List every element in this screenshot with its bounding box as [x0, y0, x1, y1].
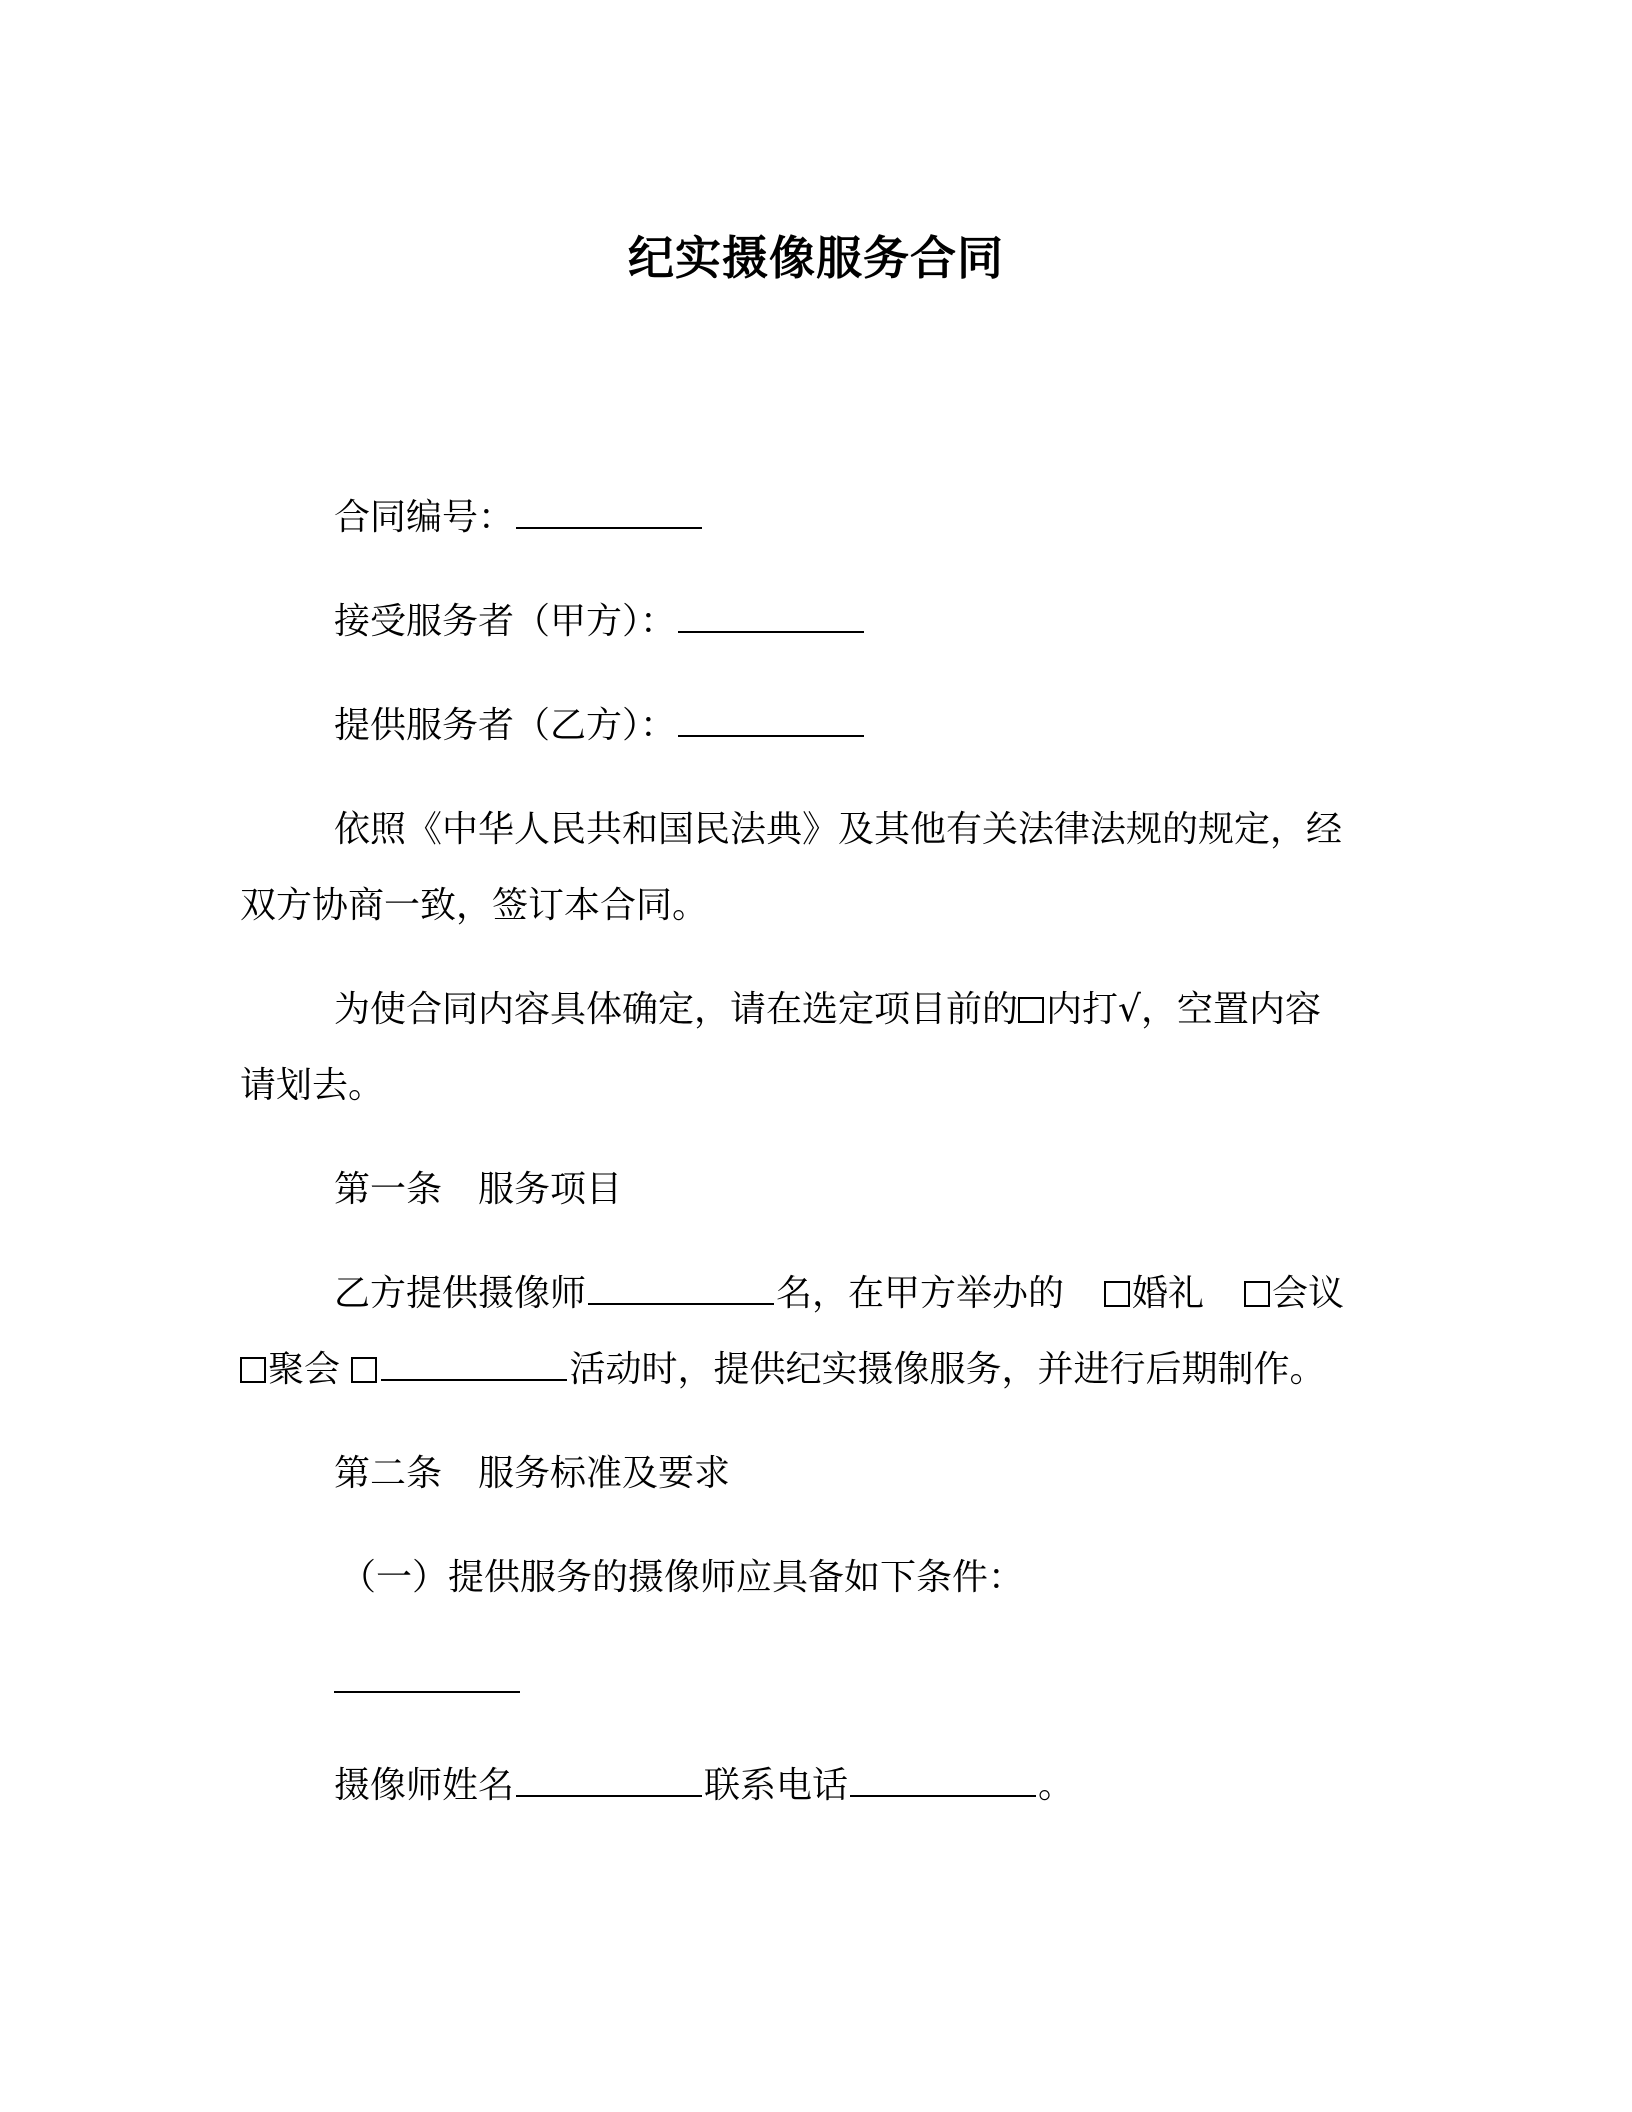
party-b-blank[interactable] [678, 705, 864, 737]
article-1-text-line-1 [334, 1270, 1344, 1318]
phone-end-mark: 。 [1038, 1765, 1075, 1806]
instruction-text-a: 为使合同内容具体确定，请在选定项目前的 [334, 989, 1019, 1030]
basis-paragraph-line-2: 双方协商一致，签订本合同。 [240, 885, 709, 926]
article-2-number: 第二条 [334, 1453, 443, 1494]
party-a-blank[interactable] [678, 601, 864, 633]
meeting-checkbox[interactable] [1244, 1281, 1270, 1307]
photographer-name-label: 摄像师姓名 [334, 1765, 515, 1806]
other-activity-checkbox[interactable] [351, 1357, 377, 1383]
article-2-heading [334, 1450, 730, 1498]
article-1-number: 第一条 [334, 1169, 443, 1210]
party-a-label: 接受服务者（甲方）： [334, 601, 677, 642]
wedding-option-label: 婚礼 [1132, 1273, 1205, 1314]
other-activity-blank[interactable] [381, 1349, 567, 1381]
party-checkbox[interactable] [240, 1357, 266, 1383]
instruction-paragraph-line-1 [334, 986, 1321, 1034]
photographer-name-blank[interactable] [516, 1765, 702, 1797]
conditions-line [334, 1658, 522, 1706]
party-option-label: 聚会 [268, 1349, 341, 1390]
party-a-line [334, 598, 866, 646]
article-1-heading [334, 1166, 622, 1214]
article-1-text-b: 名，在甲方举办的 [776, 1273, 1065, 1314]
checkbox-icon [1018, 997, 1044, 1023]
phone-label: 联系电话 [704, 1765, 849, 1806]
party-b-label: 提供服务者（乙方）： [334, 705, 677, 746]
party-b-line [334, 702, 866, 750]
article-2-subsection-1: （一）提供服务的摄像师应具备如下条件： [340, 1557, 1025, 1598]
article-1-title: 服务项目 [478, 1169, 623, 1210]
wedding-checkbox[interactable] [1104, 1281, 1130, 1307]
article-2-title: 服务标准及要求 [478, 1453, 731, 1494]
meeting-option-label: 会议 [1272, 1273, 1345, 1314]
basis-paragraph-line-1: 依照《中华人民共和国民法典》及其他有关法律法规的规定，经 [334, 809, 1343, 850]
contract-number-line [334, 494, 704, 542]
article-1-text-line-2 [240, 1346, 1325, 1394]
page-title: 纪实摄像服务合同 [628, 231, 1004, 285]
instruction-text-b: 内打√，空置内容 [1046, 989, 1321, 1030]
contract-number-blank[interactable] [516, 497, 702, 529]
phone-blank[interactable] [850, 1765, 1036, 1797]
contract-number-label: 合同编号： [334, 497, 515, 538]
article-1-text-a: 乙方提供摄像师 [334, 1273, 587, 1314]
photographer-info-line [334, 1762, 1074, 1810]
instruction-paragraph-line-2: 请划去。 [240, 1065, 385, 1106]
photographer-count-blank[interactable] [588, 1273, 774, 1305]
conditions-blank[interactable] [334, 1661, 520, 1693]
article-1-text-c: 活动时，提供纪实摄像服务，并进行后期制作。 [569, 1349, 1326, 1390]
